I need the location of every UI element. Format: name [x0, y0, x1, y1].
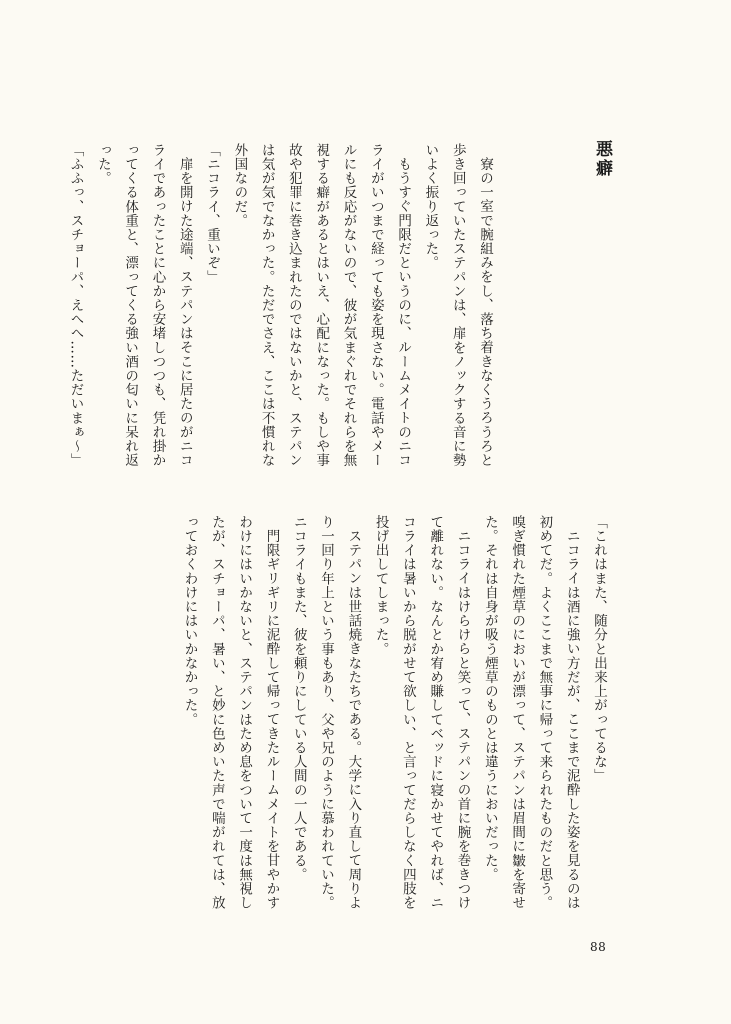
upper-text-block — [67, 143, 498, 478]
lower-text-block — [160, 515, 612, 915]
paragraph: 門限ギリギリに泥酔して帰ってきたルームメイトを甘やかすわけにはいかないと、ステパンはため息をついて一度は無視したが、スチョーパ、暑い、と妙に色めいた声で喘がれては、放っておくわけにはいかなかった。 — [181, 515, 280, 910]
paragraph: 扉を開けた途端、ステパンはそこに居たのがニコライであったことに心から安堵しつつも、凭れ掛かってくる体重と、漂ってくる強い酒の匂いに呆れ返った。 — [94, 143, 193, 468]
paragraph: 寮の一室で腕組みをし、落ち着きなくうろうろと歩き回っていたステパンは、扉をノックする音に勢いよく振り返った。 — [422, 143, 493, 468]
page-title: 悪癖 — [592, 140, 612, 178]
paragraph: ステパンは世話焼きなたちである。大学に入り直して周りより一回り年上という事もあり、父や兄のように慕われていた。ニコライもまた、彼を頼りにしている人間の一人である。 — [290, 515, 362, 910]
paragraph: 「ニコライ、重いぞ」 — [204, 143, 221, 284]
paragraph: 「これはまた、随分と出来上がってるな」 — [591, 515, 607, 783]
paragraph: ニコライはけらけらと笑って、ステパンの首に腕を巻きつけて離れない。なんとか宥め賺してベッドに寝かせてやれば、ニコライは暑いから脱がせて欲しい、と言ってだらしなく四肢を投げ出してしまった。 — [372, 515, 471, 910]
page-number: 88 — [590, 940, 607, 954]
paragraph: 「ふふっ、スチョーパ、えへへ……ただいまぁ〜」 — [67, 143, 84, 468]
paragraph: ニコライは酒に強い方だが、ここまで泥酔した姿を見るのは初めてだ。よくここまで無事に帰って来られたものだと思う。嗅ぎ慣れた煙草のにおいが漂って、ステパンは眉間に皺を寄せた。それは自身が吸う煙草のものとは違うにおいだった。 — [481, 515, 580, 910]
paragraph: もうすぐ門限だというのに、ルームメイトのニコライがいつまで経っても姿を現さない。電話やメールにも反応がないので、彼が気まぐれでそれらを無視する癖があるとはいえ、心配になった。もしや事故や犯罪に巻き込まれたのではないかと、ステパンは気が気でなかった。ただでさえ、ここは不慣れな外国なのだ。 — [231, 143, 412, 468]
